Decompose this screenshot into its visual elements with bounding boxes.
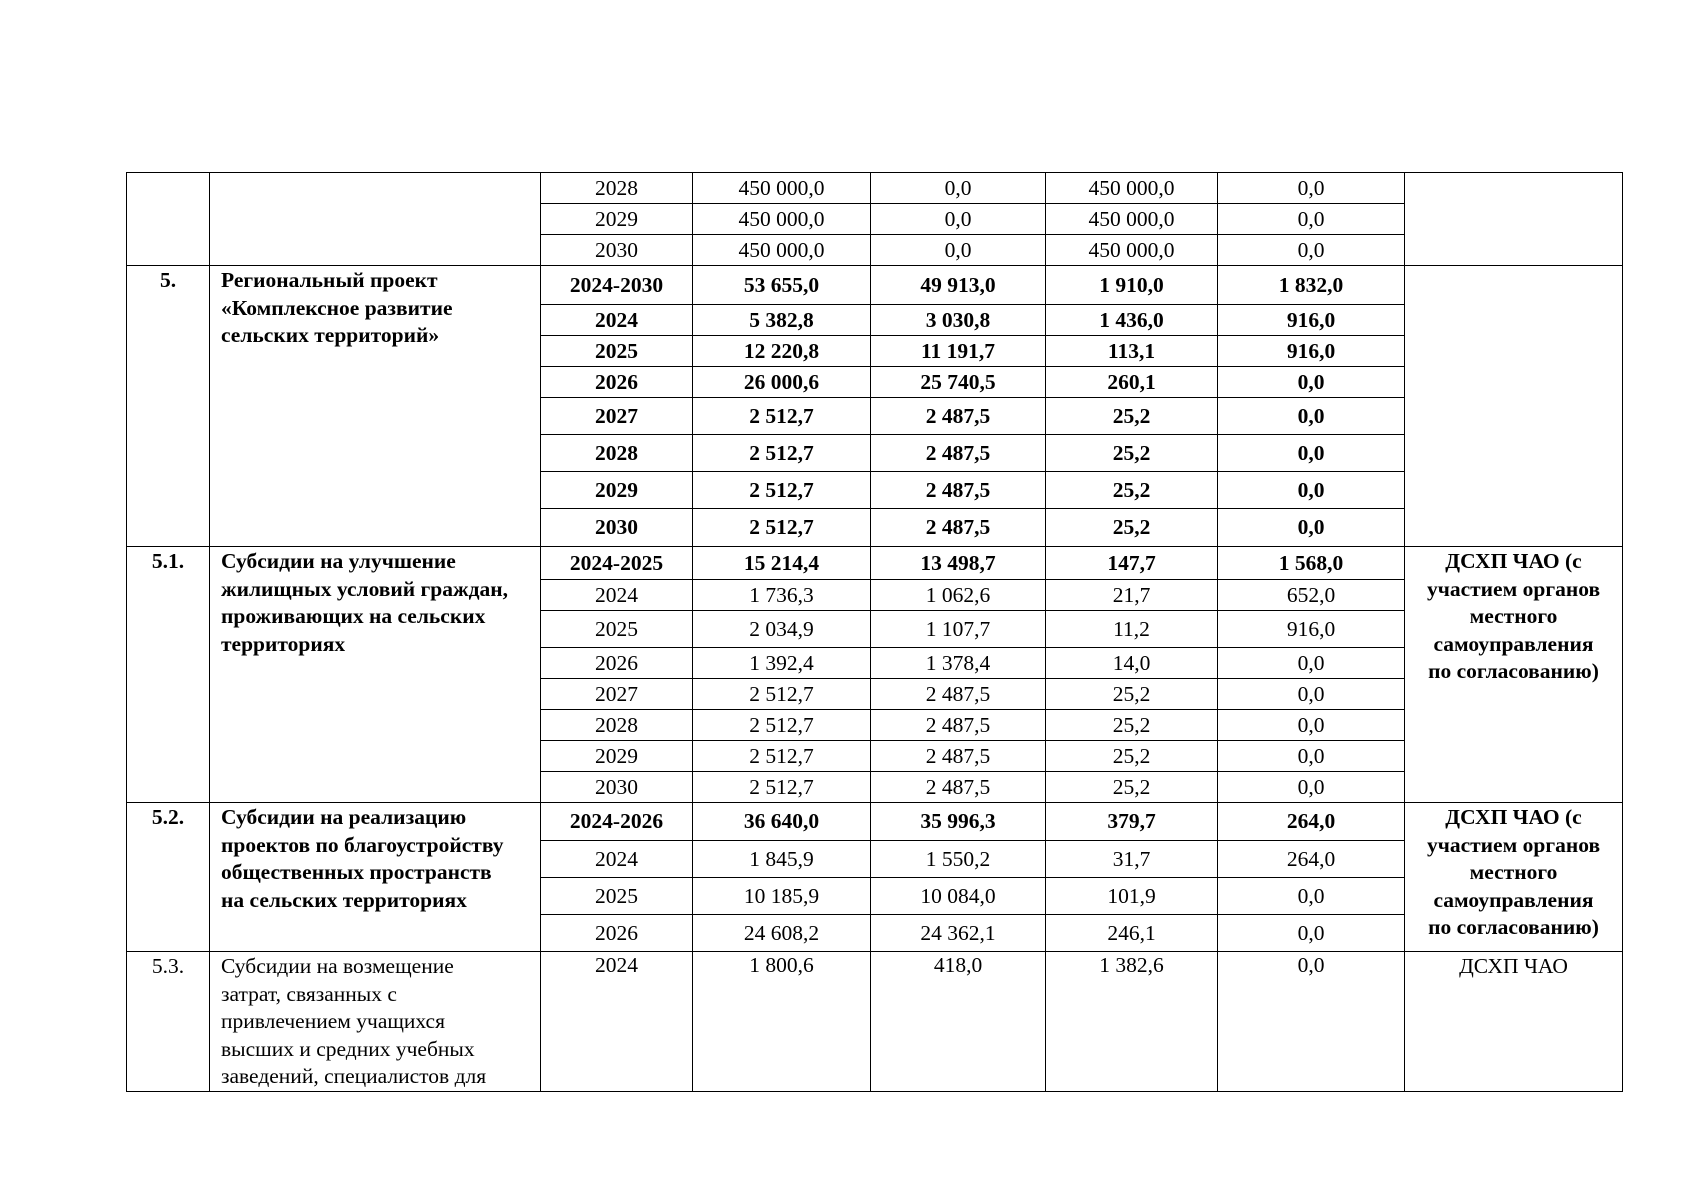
cell-year: 2026 — [541, 915, 693, 952]
cell-name — [210, 173, 541, 266]
cell-federal: 1 062,6 — [871, 580, 1046, 611]
cell-total: 1 800,6 — [693, 952, 871, 1092]
cell-regional: 450 000,0 — [1046, 173, 1218, 204]
cell-total: 2 512,7 — [693, 741, 871, 772]
text-line: сельских территорий» — [221, 323, 440, 347]
text-line: местного — [1469, 604, 1558, 628]
cell-regional: 147,7 — [1046, 547, 1218, 580]
cell-local: 0,0 — [1218, 435, 1405, 472]
cell-federal: 24 362,1 — [871, 915, 1046, 952]
cell-federal: 10 084,0 — [871, 878, 1046, 915]
cell-total: 36 640,0 — [693, 803, 871, 841]
cell-federal: 2 487,5 — [871, 398, 1046, 435]
cell-total: 26 000,6 — [693, 367, 871, 398]
text-line: высших и средних учебных — [221, 1036, 475, 1061]
cell-year: 2024-2030 — [541, 266, 693, 305]
cell-local: 1 568,0 — [1218, 547, 1405, 580]
section-title — [210, 547, 541, 803]
section-number: 5.2. — [127, 803, 210, 952]
text-line: Региональный проект — [221, 268, 438, 292]
text-line: на сельских территориях — [221, 887, 467, 912]
cell-federal: 2 487,5 — [871, 435, 1046, 472]
text-line: по согласованию) — [1428, 915, 1599, 939]
cell-local: 0,0 — [1218, 367, 1405, 398]
cell-year: 2024-2026 — [541, 803, 693, 841]
cell-year: 2025 — [541, 336, 693, 367]
cell-total: 1 736,3 — [693, 580, 871, 611]
cell-total: 1 392,4 — [693, 648, 871, 679]
section-title — [210, 266, 541, 547]
cell-total: 2 512,7 — [693, 710, 871, 741]
cell-regional: 101,9 — [1046, 878, 1218, 915]
cell-regional: 21,7 — [1046, 580, 1218, 611]
cell-federal: 1 378,4 — [871, 648, 1046, 679]
cell-year: 2028 — [541, 173, 693, 204]
cell-regional: 25,2 — [1046, 679, 1218, 710]
text-line: Субсидии на реализацию — [221, 805, 467, 829]
cell-total: 10 185,9 — [693, 878, 871, 915]
section-number: 5.1. — [127, 547, 210, 803]
cell-year: 2024 — [541, 305, 693, 336]
cell-local: 0,0 — [1218, 509, 1405, 547]
cell-year: 2024-2025 — [541, 547, 693, 580]
text-line: проживающих на сельских — [221, 604, 486, 628]
text-line: «Комплексное развитие — [221, 295, 453, 320]
text-line: Субсидии на улучшение — [221, 549, 456, 573]
text-line: местного — [1469, 860, 1558, 884]
cell-federal: 2 487,5 — [871, 509, 1046, 547]
cell-federal: 11 191,7 — [871, 336, 1046, 367]
cell-federal: 2 487,5 — [871, 710, 1046, 741]
text-line: участием органов — [1426, 576, 1601, 601]
table-row — [127, 173, 1623, 204]
executor — [1405, 266, 1623, 547]
cell-total: 450 000,0 — [693, 173, 871, 204]
cell-local: 0,0 — [1218, 741, 1405, 772]
cell-federal: 2 487,5 — [871, 472, 1046, 509]
cell-year: 2025 — [541, 878, 693, 915]
cell-local: 0,0 — [1218, 878, 1405, 915]
cell-total: 2 512,7 — [693, 772, 871, 803]
executor — [1405, 547, 1623, 803]
budget-table — [126, 172, 1623, 1092]
cell-year: 2029 — [541, 204, 693, 235]
cell-local: 0,0 — [1218, 472, 1405, 509]
executor — [1405, 803, 1623, 952]
cell-year: 2026 — [541, 648, 693, 679]
cell-regional: 25,2 — [1046, 710, 1218, 741]
cell-year: 2030 — [541, 509, 693, 547]
cell-local: 0,0 — [1218, 204, 1405, 235]
cell-year: 2024 — [541, 841, 693, 878]
cell-local: 264,0 — [1218, 841, 1405, 878]
cell-federal: 418,0 — [871, 952, 1046, 1092]
text-line: жилищных условий граждан, — [221, 576, 508, 601]
cell-regional: 260,1 — [1046, 367, 1218, 398]
cell-total: 15 214,4 — [693, 547, 871, 580]
cell-regional: 25,2 — [1046, 741, 1218, 772]
cell-total: 5 382,8 — [693, 305, 871, 336]
cell-total: 2 512,7 — [693, 509, 871, 547]
cell-total: 53 655,0 — [693, 266, 871, 305]
cell-total: 2 512,7 — [693, 679, 871, 710]
cell-number — [127, 173, 210, 266]
table-row — [127, 803, 1623, 841]
cell-year: 2027 — [541, 398, 693, 435]
cell-executor — [1405, 173, 1623, 266]
cell-local: 0,0 — [1218, 915, 1405, 952]
cell-local: 0,0 — [1218, 772, 1405, 803]
cell-total: 450 000,0 — [693, 235, 871, 266]
section-number: 5. — [127, 266, 210, 547]
cell-regional: 450 000,0 — [1046, 204, 1218, 235]
cell-year: 2030 — [541, 235, 693, 266]
cell-federal: 35 996,3 — [871, 803, 1046, 841]
cell-regional: 113,1 — [1046, 336, 1218, 367]
cell-total: 24 608,2 — [693, 915, 871, 952]
cell-year: 2028 — [541, 435, 693, 472]
table-row — [127, 266, 1623, 305]
text-line: общественных пространств — [221, 860, 492, 884]
cell-year: 2027 — [541, 679, 693, 710]
cell-local: 652,0 — [1218, 580, 1405, 611]
section-title — [210, 803, 541, 952]
cell-total: 2 512,7 — [693, 398, 871, 435]
cell-total: 450 000,0 — [693, 204, 871, 235]
cell-regional: 379,7 — [1046, 803, 1218, 841]
text-line: ДСХП ЧАО (с — [1445, 805, 1582, 829]
cell-local: 0,0 — [1218, 648, 1405, 679]
text-line: затрат, связанных с — [221, 981, 397, 1006]
text-line: ДСХП ЧАО (с — [1445, 549, 1582, 573]
cell-year: 2024 — [541, 952, 693, 1092]
cell-local: 264,0 — [1218, 803, 1405, 841]
cell-total: 2 512,7 — [693, 472, 871, 509]
cell-federal: 2 487,5 — [871, 679, 1046, 710]
cell-regional: 31,7 — [1046, 841, 1218, 878]
cell-regional: 25,2 — [1046, 509, 1218, 547]
cell-local: 0,0 — [1218, 710, 1405, 741]
cell-local: 916,0 — [1218, 305, 1405, 336]
section-number: 5.3. — [127, 952, 210, 1092]
text-line: территориях — [221, 631, 346, 656]
cell-year: 2024 — [541, 580, 693, 611]
text-line: самоуправления — [1433, 631, 1594, 656]
section-title — [210, 952, 541, 1092]
cell-federal: 2 487,5 — [871, 772, 1046, 803]
cell-year: 2030 — [541, 772, 693, 803]
table-row — [127, 547, 1623, 580]
text-line: проектов по благоустройству — [221, 832, 504, 857]
cell-total: 2 512,7 — [693, 435, 871, 472]
text-line: самоуправления — [1433, 887, 1594, 912]
cell-local: 0,0 — [1218, 398, 1405, 435]
cell-regional: 450 000,0 — [1046, 235, 1218, 266]
cell-federal: 25 740,5 — [871, 367, 1046, 398]
cell-local: 916,0 — [1218, 611, 1405, 648]
cell-regional: 25,2 — [1046, 435, 1218, 472]
text-line: привлечением учащихся — [221, 1009, 445, 1033]
cell-local: 0,0 — [1218, 235, 1405, 266]
cell-regional: 25,2 — [1046, 772, 1218, 803]
cell-regional: 14,0 — [1046, 648, 1218, 679]
cell-year: 2029 — [541, 472, 693, 509]
cell-federal: 2 487,5 — [871, 741, 1046, 772]
cell-total: 2 034,9 — [693, 611, 871, 648]
cell-federal: 1 550,2 — [871, 841, 1046, 878]
text-line: по согласованию) — [1428, 659, 1599, 683]
cell-total: 1 845,9 — [693, 841, 871, 878]
executor: ДСХП ЧАО — [1405, 952, 1623, 1092]
cell-federal: 49 913,0 — [871, 266, 1046, 305]
table-row — [127, 952, 1623, 1092]
cell-federal: 13 498,7 — [871, 547, 1046, 580]
cell-year: 2029 — [541, 741, 693, 772]
text-line: участием органов — [1426, 832, 1601, 857]
cell-local: 0,0 — [1218, 952, 1405, 1092]
cell-regional: 11,2 — [1046, 611, 1218, 648]
cell-federal: 1 107,7 — [871, 611, 1046, 648]
cell-federal: 0,0 — [871, 235, 1046, 266]
cell-regional: 1 436,0 — [1046, 305, 1218, 336]
cell-regional: 25,2 — [1046, 398, 1218, 435]
cell-local: 1 832,0 — [1218, 266, 1405, 305]
cell-regional: 246,1 — [1046, 915, 1218, 952]
cell-federal: 0,0 — [871, 173, 1046, 204]
cell-total: 12 220,8 — [693, 336, 871, 367]
cell-regional: 1 910,0 — [1046, 266, 1218, 305]
cell-regional: 1 382,6 — [1046, 952, 1218, 1092]
cell-federal: 3 030,8 — [871, 305, 1046, 336]
text-line: заведений, специалистов для — [221, 1064, 487, 1088]
cell-local: 0,0 — [1218, 679, 1405, 710]
cell-local: 0,0 — [1218, 173, 1405, 204]
cell-federal: 0,0 — [871, 204, 1046, 235]
cell-local: 916,0 — [1218, 336, 1405, 367]
text-line: Субсидии на возмещение — [221, 954, 454, 978]
cell-year: 2026 — [541, 367, 693, 398]
cell-regional: 25,2 — [1046, 472, 1218, 509]
cell-year: 2025 — [541, 611, 693, 648]
cell-year: 2028 — [541, 710, 693, 741]
